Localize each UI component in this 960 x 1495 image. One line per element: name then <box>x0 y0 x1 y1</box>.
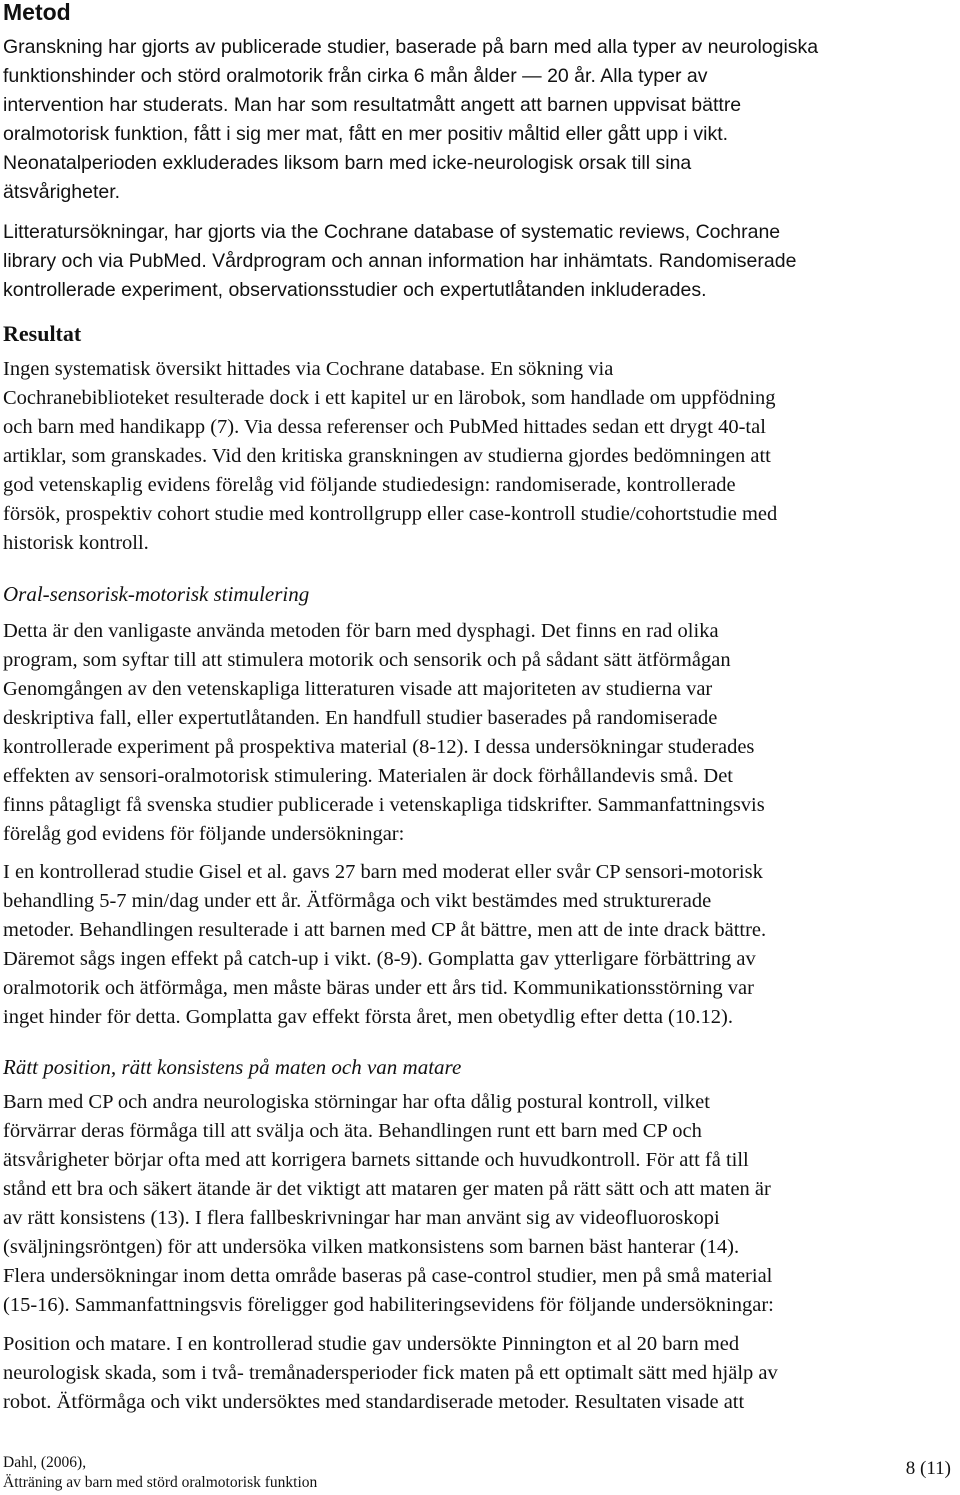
heading-metod: Metod <box>3 0 71 25</box>
text-line: artiklar, som granskades. Vid den kritiska granskningen av studierna gjordes bedömningen att <box>3 445 771 467</box>
heading-ratt-position: Rätt position, rätt konsistens på maten och van matare <box>3 1055 462 1079</box>
text-line: förelåg god evidens för följande undersökningar: <box>3 823 405 845</box>
text-line: Granskning har gjorts av publicerade studier, baserade på barn med alla typer av neurologiska <box>3 36 819 58</box>
text-line: av rätt konsistens (13). I flera fallbeskrivningar har man använt sig av videofluoroskopi <box>3 1207 720 1229</box>
text-line: Flera undersökningar inom detta område baseras på case-control studier, men på små material <box>3 1265 773 1287</box>
text-line: och barn med handikapp (7). Via dessa referenser och PubMed hittades sedan ett drygt 40-tal <box>3 416 766 438</box>
document-page <box>3 0 957 1495</box>
paragraph-metod-1 <box>3 33 957 207</box>
text-line: neurologisk skada, som i två- tremånadersperioder fick maten på ett optimalt sätt med hjälp av <box>3 1362 778 1384</box>
text-line: Genomgången av den vetenskapliga litteraturen visade att majoriteten av studierna var <box>3 678 713 700</box>
paragraph-metod-2 <box>3 218 957 305</box>
paragraph-resultat-1 <box>3 355 957 558</box>
heading-oral-sensorisk-motorisk: Oral-sensorisk-motorisk stimulering <box>3 582 310 606</box>
paragraph-oral-2 <box>3 858 957 1032</box>
text-line: funktionshinder och störd oralmotorik från cirka 6 mån ålder — 20 år. Alla typer av <box>3 65 708 87</box>
text-line: stånd ett bra och säkert ätande är det viktigt att mataren ger maten på rätt sätt och att maten är <box>3 1178 771 1200</box>
footer-title: Ätträning av barn med störd oralmotorisk funktion <box>3 1474 318 1491</box>
text-line: Barn med CP och andra neurologiska störningar har ofta dålig postural kontroll, vilket <box>3 1091 710 1113</box>
page-footer <box>3 1449 957 1495</box>
paragraph-oral-1 <box>3 617 957 849</box>
text-line: Cochranebiblioteket resulterade dock i ett kapitel ur en lärobok, som handlade om uppfödning <box>3 387 776 409</box>
text-line: Position och matare. I en kontrollerad studie gav undersökte Pinnington et al 20 barn med <box>3 1333 740 1355</box>
text-line: försök, prospektiv cohort studie med kontrollgrupp eller case-kontroll studie/cohortstudie med <box>3 503 778 525</box>
text-line: oralmotorisk funktion, fått i sig mer mat, fått en mer positiv måltid eller gått upp i vikt. <box>3 123 729 145</box>
text-line: Detta är den vanligaste använda metoden för barn med dysphagi. Det finns en rad olika <box>3 620 719 642</box>
paragraph-ratt-1 <box>3 1088 957 1320</box>
text-line: kontrollerade experiment, observationsstudier och expertutlåtanden inkluderades. <box>3 279 707 301</box>
text-line: inget hinder för detta. Gomplatta gav effekt första året, men obetydlig efter detta (10.12). <box>3 1006 733 1028</box>
text-line: metoder. Behandlingen resulterade i att barnen med CP åt bättre, men att de inte drack bättre. <box>3 919 767 941</box>
text-line: finns påtagligt få svenska studier publicerade i vetenskapliga tidskrifter. Sammanfattningsvis <box>3 794 765 816</box>
text-line: effekten av sensori-oralmotorisk stimulering. Materialen är dock förhållandevis små. Det <box>3 765 733 787</box>
text-line: robot. Ätförmåga och vikt undersöktes med standardiserade metoder. Resultaten visade att <box>3 1391 745 1413</box>
text-line: (sväljningsröntgen) för att undersöka vilken matkonsistens som barnen bäst hanterar (14). <box>3 1236 740 1258</box>
text-line: program, som syftar till att stimulera motorik och sensorik och på sådant sätt ätförmågan <box>3 649 731 671</box>
paragraph-ratt-2 <box>3 1330 957 1417</box>
text-line: Däremot sågs ingen effekt på catch-up i vikt. (8-9). Gomplatta gav ytterligare förbättring av <box>3 948 756 970</box>
text-line: Neonatalperioden exkluderades liksom barn med icke-neurologisk orsak till sina <box>3 152 692 174</box>
text-line: ätsvårigheter börjar ofta med att korrigera barnets sittande och huvudkontroll. För att få till <box>3 1149 749 1171</box>
text-line: oralmotorik och ätförmåga, men måste bäras under ett års tid. Kommunikationsstörning var <box>3 977 754 999</box>
footer-citation <box>3 1453 317 1493</box>
text-line: historisk kontroll. <box>3 532 149 554</box>
page-number: 8 (11) <box>905 1458 951 1479</box>
text-line: förvärrar deras förmåga till att svälja och äta. Behandlingen runt ett barn med CP och <box>3 1120 702 1142</box>
heading-resultat: Resultat <box>3 321 82 346</box>
text-line: I en kontrollerad studie Gisel et al. gavs 27 barn med moderat eller svår CP sensori-motorisk <box>3 861 763 883</box>
text-line: deskriptiva fall, eller expertutlåtanden. En handfull studier baserades på randomiserade <box>3 707 718 729</box>
text-line: intervention har studerats. Man har som resultatmått angett att barnen uppvisat bättre <box>3 94 742 116</box>
text-line: Ingen systematisk översikt hittades via Cochrane database. En sökning via <box>3 358 614 380</box>
text-line: ätsvårigheter. <box>3 181 121 203</box>
text-line: kontrollerade experiment på prospektiva material (8-12). I dessa undersökningar studerades <box>3 736 755 758</box>
text-line: library och via PubMed. Vårdprogram och annan information har inhämtats. Randomiserade <box>3 250 797 272</box>
text-line: (15-16). Sammanfattningsvis föreligger god habiliteringsevidens för följande undersökningar: <box>3 1294 774 1316</box>
footer-author: Dahl, (2006), <box>3 1454 87 1471</box>
text-line: Litteratursökningar, har gjorts via the Cochrane database of systematic reviews, Cochrane <box>3 221 781 243</box>
text-line: behandling 5-7 min/dag under ett år. Ätförmåga och vikt bestämdes med strukturerade <box>3 890 712 912</box>
text-line: god vetenskaplig evidens förelåg vid följande studiedesign: randomiserade, kontrollerade <box>3 474 736 496</box>
